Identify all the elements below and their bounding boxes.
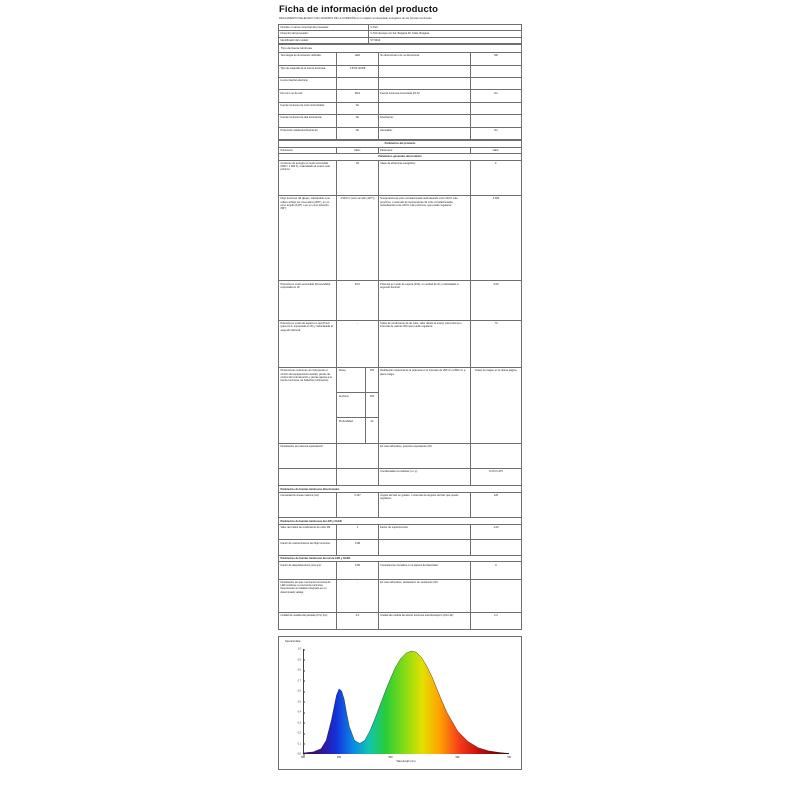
cell-label [279, 468, 337, 485]
x-tick: 450 [337, 756, 342, 760]
cell-label: la otra interfaz eléctrica: [279, 78, 337, 90]
cell-label: Potencia en modo encendido (Pencendido), expresada en W: [279, 281, 337, 320]
table-row [279, 524, 522, 539]
cell-label: Fuente luminosa de color sintonizable: [279, 102, 337, 114]
cell-value: LED [337, 53, 378, 65]
y-tick: 0.3 [297, 721, 301, 725]
product-information-sheet [277, 0, 523, 800]
table-row [279, 160, 522, 195]
chart-title: Spectral data [285, 640, 301, 644]
table-row [279, 281, 522, 320]
cell-value: No [337, 115, 378, 127]
cell-value: No [470, 90, 521, 102]
cell-value [337, 468, 378, 485]
cell-value: 6 [470, 562, 521, 579]
cell-label: Declaración de que una fuente luminosa de LED sustituye a una fuente luminosa fluorescente sin balasto integrado en un determinado vatiaje: [279, 579, 337, 612]
param-header-2: Valor: [337, 147, 378, 154]
cell-label: Factor de desplazamiento (cos φ1): [279, 562, 337, 579]
cell-label: Fuente luminosa conectada (CLS): [378, 90, 470, 102]
table-row [279, 102, 522, 114]
cell-label: Potencia en modo de espera en red (Pnet) (para CLS, expresada en W) y redondeada al segundo decimal: [279, 320, 337, 367]
table-row [279, 196, 522, 281]
dimension-label-width: Anchura [337, 393, 366, 418]
regulation-subtitle: REGLAMENTO DELEGADO (UE) 2019/2015 DE LA COMISIÓN en lo relativo al etiquetado energético de las fuentes luminosas [279, 17, 432, 20]
dimension-value-height: 150 [366, 368, 378, 393]
table-row [279, 90, 522, 102]
cell-value: - [337, 579, 378, 612]
cell-value [337, 443, 378, 468]
y-tick: 0.2 [297, 731, 301, 735]
cell-value: 70 [470, 320, 521, 367]
supplier-name-value: V-TAC [368, 24, 521, 31]
cell-label: Factor de mantenimiento del flujo luminoso: [279, 540, 337, 555]
param-header-4: Valor: [470, 147, 521, 154]
x-tick: 780 [507, 756, 511, 760]
supplier-name-label: Nombre o marca comercial del proveedor: [279, 24, 369, 31]
cell-label: De red o no de red: [279, 90, 337, 102]
cell-value: 0,374 0,375 [470, 468, 521, 485]
cell-label: Declaración de potencia equivalente* [279, 443, 337, 468]
cell-value: 6 000 [470, 196, 521, 281]
table-row [279, 115, 522, 127]
y-tick: 0.6 [297, 689, 301, 693]
table-row [279, 127, 522, 139]
cell-label: Protección antideslumbramiento: [279, 127, 337, 139]
table-row [279, 154, 522, 161]
cell-label: Consistencia cromática en el elipses de MacAdam: [378, 562, 470, 579]
cell-label: Unidad de medida del efecto luminoso estroboscópico (Pst LM): [378, 613, 470, 630]
section-general-parameters: Parámetros generales del producto [279, 154, 522, 161]
cell-label: Factor de supervivencia: [378, 524, 470, 539]
section-mains-led-oled: Parámetros de fuentes luminosas de red de LED y OLED [279, 555, 522, 562]
table-row [279, 320, 522, 367]
cell-value [470, 443, 521, 468]
cell-label: Distribución espectral de la potencia en el intervalo de 250 nm a 800 nm a plena carga: [378, 368, 470, 443]
cell-label: Tecnología de iluminación utilizada: [279, 53, 337, 65]
header-table [278, 24, 522, 45]
cell-value: 4 515 lm (cono amplio (120°)) [337, 196, 378, 281]
x-axis-label: Wavelength (nm) [396, 760, 416, 764]
cell-label: Flujo luminoso útil (ɸuse), indicándolo si se refiere al flujo por una esfera (360°), en un cono amplio (120°) o en un cono estrecho (90°): [279, 196, 337, 281]
cell-label: En caso afirmativo, potencia equivalente (W): [378, 443, 470, 468]
cell-label: Atenuable: [378, 127, 470, 139]
cell-value: 39 [337, 160, 378, 195]
model-identifier-value: VT-5913 [368, 37, 521, 44]
cell-value: 0,98 [337, 540, 378, 555]
cell-value: No [470, 127, 521, 139]
cell-label: Tipo de casquillo de la fuente luminosa: [279, 65, 337, 77]
table-row [279, 562, 522, 579]
cell-value [470, 579, 521, 612]
cell-value [337, 78, 378, 90]
y-tick: 0.7 [297, 679, 301, 683]
cell-value: 1 [337, 524, 378, 539]
cell-value: Véase la imagen en la última página. [470, 368, 521, 443]
table-row [279, 579, 522, 612]
cell-label [378, 78, 470, 90]
table-row [279, 443, 522, 468]
section-source-type: Tipo de fuente luminosa [279, 45, 522, 53]
product-parameters-table [278, 140, 522, 631]
cell-value: 1,00 [470, 524, 521, 539]
cell-label: Intensidad luminosa máxima (cd): [279, 492, 337, 517]
cell-value: 3 137 [337, 492, 378, 517]
source-type-table [278, 44, 522, 139]
cell-label: Fuente luminosa de alta luminancia: [279, 115, 337, 127]
y-tick: 0.1 [297, 742, 301, 746]
cell-value: 2,0 [337, 613, 378, 630]
table-row [279, 518, 522, 525]
table-row [279, 65, 522, 77]
x-tick: 550 [388, 756, 393, 760]
cell-value [470, 102, 521, 114]
section-led-oled: Parámetros de fuentes luminosas de LED y OLED [279, 518, 522, 525]
table-row [279, 53, 522, 65]
cell-label: Temperatura de color correlacionada redondeando a los 100 K más próximos, o intervalo de temperaturas de color correlacionadas, redondeando a los 100 K más próximos, que puede regularse: [378, 196, 470, 281]
section-directional: Parámetros de fuentes luminosas direccionales [279, 486, 522, 493]
cell-value: ND [470, 53, 521, 65]
table-row [279, 368, 522, 393]
cell-label: Potencia en modo de espera (Psb), en unidad de W y redondeado a segundo decimal: [378, 281, 470, 320]
cell-label: Índice de rendimiento de de color, valor dando el entero más próximo o intervalo de valores IRC que puede regularse: [378, 320, 470, 367]
cell-label: Coordenadas cromáticas (x e y): [378, 468, 470, 485]
param-header-1: Parámetro: [279, 147, 337, 154]
y-tick: 0.4 [297, 710, 301, 714]
cell-label: Clase de eficiencia energética: [378, 160, 470, 195]
cell-label: Ángulo del haz en grados, o intervalo de ángulos del haz que puede regularse: [378, 492, 470, 517]
table-row [279, 31, 522, 38]
cell-value: 0,00 [470, 281, 521, 320]
cell-label [378, 540, 470, 555]
cell-value: F [470, 160, 521, 195]
cell-value: 0,95 [337, 562, 378, 579]
table-row [279, 147, 522, 154]
y-tick: 0.8 [297, 668, 301, 672]
dimension-value-depth: 24 [366, 418, 378, 443]
cell-value: 40,0 [337, 281, 378, 320]
table-row [279, 37, 522, 44]
table-row [279, 613, 522, 630]
cell-label: Dimensiones exteriores sin incluyendo el control del equipamiento auxiliar, piezas de control de la iluminación y piezas ajenas a la fuente luminosa, de haberlas (milímetros): [279, 368, 337, 443]
cell-value: - [337, 320, 378, 367]
x-tick: 380 [301, 756, 305, 760]
dimension-label-height: Altura [337, 368, 366, 393]
section-product-parameters: Parámetros del producto [279, 140, 522, 147]
cell-value: No [337, 127, 378, 139]
table-row [279, 555, 522, 562]
cell-label: Unidad de medida del parásito (Pm) (lm): [279, 613, 337, 630]
spectral-curve [303, 649, 509, 754]
cell-value: 2,2 [470, 613, 521, 630]
cell-value [470, 65, 521, 77]
y-tick: 0.0 [297, 752, 301, 756]
cell-label [378, 65, 470, 77]
dimension-label-depth: Profundidad [337, 418, 366, 443]
y-tick: 1.0 [297, 647, 301, 651]
table-row [279, 468, 522, 485]
supplier-address-value: V-TAC Europe Ltd, bul. Bulgaria 45, Sofia, Bulgaria [368, 31, 521, 38]
cell-label: En caso afirmativo, declaración de sustitución (W): [378, 579, 470, 612]
cell-label: Envolvente: [378, 115, 470, 127]
page-title: Ficha de información del producto [279, 4, 439, 15]
cell-value [470, 78, 521, 90]
param-header-3: Parámetro: [378, 147, 470, 154]
cell-value: 120 [470, 492, 521, 517]
table-row [279, 140, 522, 147]
cell-value [470, 540, 521, 555]
table-row [279, 45, 522, 53]
dimension-value-width: 150 [366, 393, 378, 418]
model-identifier-label: Identificador del modelo: [279, 37, 369, 44]
cell-label: Consumo de energía en modo encendido (kWh / 1 000 h), redondeado al entero más próximo: [279, 160, 337, 195]
table-row [279, 492, 522, 517]
table-row [279, 540, 522, 555]
chart-plot-area [297, 647, 511, 764]
spectral-chart [278, 636, 522, 770]
cell-label: No direccional o de no direccional: [378, 53, 470, 65]
table-row [279, 78, 522, 90]
table-row [279, 486, 522, 493]
table-row [279, 24, 522, 31]
x-tick: 680 [455, 756, 460, 760]
cell-label [378, 102, 470, 114]
cell-label: Valor del índice de rendimiento de color R9: [279, 524, 337, 539]
cell-value [470, 115, 521, 127]
y-tick: 0.9 [297, 658, 301, 662]
cell-value: MLS [337, 90, 378, 102]
cell-value: No [337, 102, 378, 114]
supplier-address-label: Dirección del proveedor: [279, 31, 369, 38]
y-tick: 0.5 [297, 700, 301, 704]
cell-value: 1.5V/5; E26/8 [337, 65, 378, 77]
